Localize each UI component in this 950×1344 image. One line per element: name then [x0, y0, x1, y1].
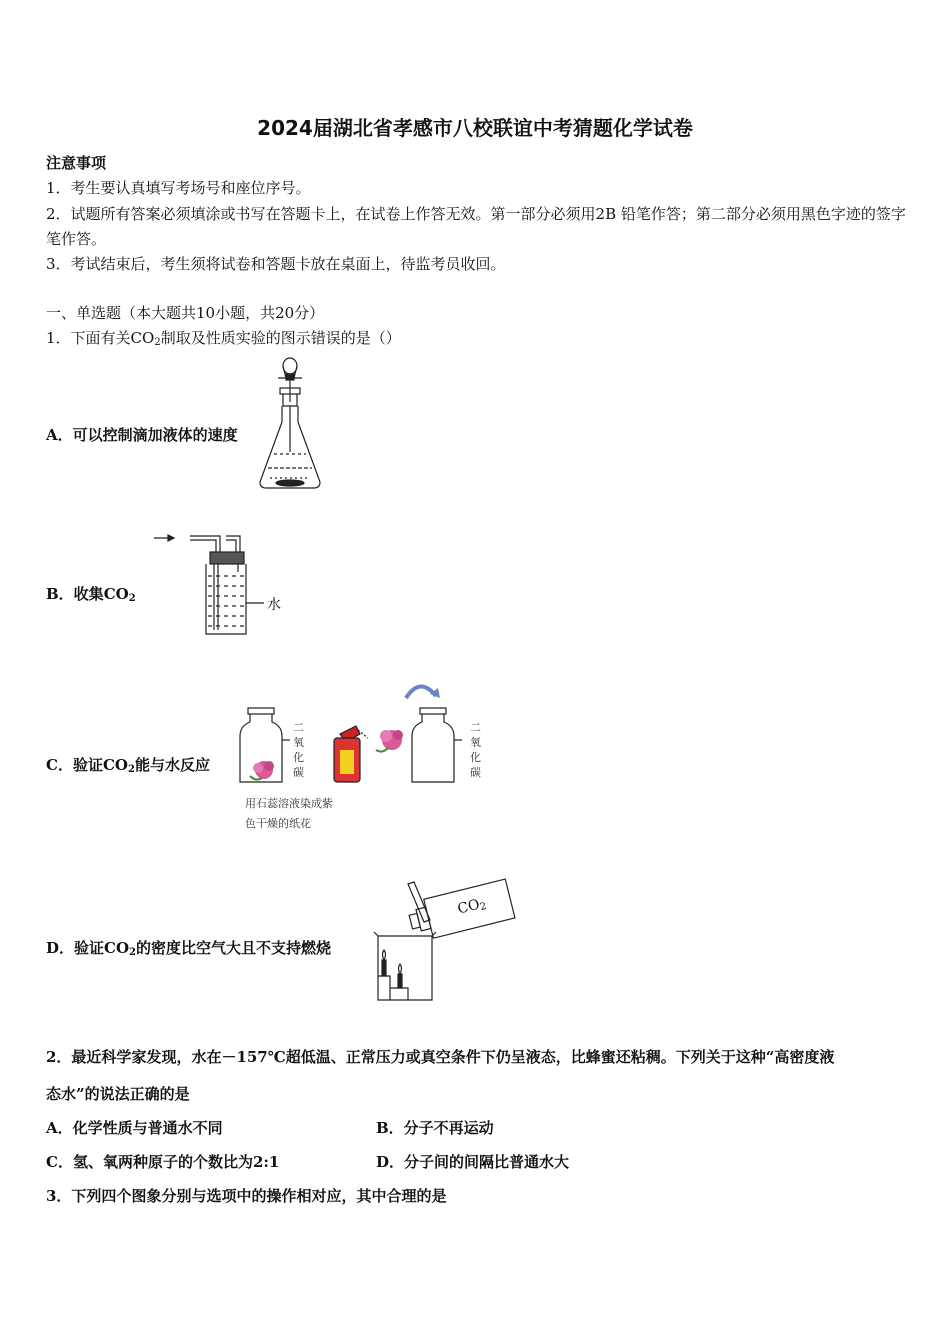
gas-char-4: 碳: [293, 766, 304, 779]
q1-option-b-co: CO: [103, 585, 129, 603]
flower-caption-line-1: 用石蕊溶液染成紫: [245, 797, 333, 810]
q1-stem-co: CO: [130, 329, 155, 347]
co2-bottle-label-co: CO: [456, 896, 482, 918]
flower-caption: [245, 794, 333, 834]
q1-option-d-pre: D．验证: [46, 939, 105, 957]
q2-option-a: A．化学性质与普通水不同: [46, 1119, 223, 1137]
notice-item-1: 1．考生要认真填写考场号和座位序号。: [46, 179, 311, 197]
q1-option-c-post: 能与水反应: [134, 756, 210, 774]
q1-stem-pre: 1．下面有关: [46, 329, 131, 347]
q1-stem: [46, 327, 401, 348]
gas-collection-bottle-figure: [152, 530, 282, 640]
q1-option-d: [46, 937, 331, 958]
section-heading: 一、单选题（本大题共10小题，共20分）: [46, 304, 325, 322]
notice-item-2: 2．试题所有答案必须填涂或书写在答题卡上，在试卷上作答无效。第一部分必须用2B 铅笔作答；第二部分必须用黑色字迹的签字笔作答。: [46, 205, 906, 248]
left-jar-gas-label: [293, 720, 304, 780]
gas-char-2: 氧: [293, 736, 304, 749]
gas-char-3: 化: [293, 751, 304, 764]
litmus-flower-experiment-figure: [236, 678, 496, 790]
q1-option-c: [46, 754, 210, 775]
q1-option-c-sub: 2: [127, 764, 135, 775]
q1-option-c-co: CO: [102, 756, 128, 774]
q1-stem-sub: 2: [154, 337, 161, 348]
q1-option-c-pre: C．验证: [46, 756, 103, 774]
flower-caption-line-2: 色干燥的纸花: [245, 817, 311, 830]
q2-stem-line-1: 2．最近科学家发现，水在－157℃超低温、正常压力或真空条件下仍呈液态，比蜂蜜还粘稠。下列关于这种“高密度液: [46, 1048, 835, 1066]
separatory-funnel-flask-figure: [250, 356, 340, 494]
notice-heading: 注意事项: [46, 154, 107, 172]
page-title: 2024届湖北省孝感市八校联谊中考猜题化学试卷: [257, 116, 693, 140]
q1-option-d-post: 的密度比空气大且不支持燃烧: [136, 939, 332, 957]
q3-stem: 3．下列四个图象分别与选项中的操作相对应，其中合理的是: [46, 1187, 447, 1205]
q1-option-b: [46, 583, 136, 604]
q2-stem-line-2: 态水”的说法正确的是: [46, 1085, 190, 1103]
q1-option-d-co: CO: [104, 939, 130, 957]
q1-option-d-sub: 2: [129, 947, 136, 958]
gas-char-4: 碳: [470, 766, 481, 779]
co2-bottle-label-sub: 2: [478, 900, 488, 914]
q1-option-b-sub: 2: [128, 593, 136, 604]
q1-option-b-pre: B．收集: [46, 585, 104, 603]
gas-char-1: 二: [293, 721, 304, 734]
q2-option-d: D．分子间的间隔比普通水大: [376, 1153, 570, 1171]
gas-char-1: 二: [470, 721, 481, 734]
gas-char-2: 氧: [470, 736, 481, 749]
notice-item-3: 3．考试结束后，考生须将试卷和答题卡放在桌面上，待监考员收回。: [46, 255, 506, 273]
q1-stem-post: 制取及性质实验的图示错误的是（）: [160, 329, 401, 347]
water-label: 水: [267, 597, 281, 613]
q2-option-c: C．氢、氧两种原子的个数比为2:1: [46, 1153, 280, 1171]
gas-char-3: 化: [470, 751, 481, 764]
q1-option-a: A．可以控制滴加液体的速度: [46, 426, 238, 444]
candle-beaker-figure: [368, 876, 518, 1006]
right-jar-gas-label: [470, 720, 481, 780]
q2-option-b: B．分子不再运动: [376, 1119, 494, 1137]
